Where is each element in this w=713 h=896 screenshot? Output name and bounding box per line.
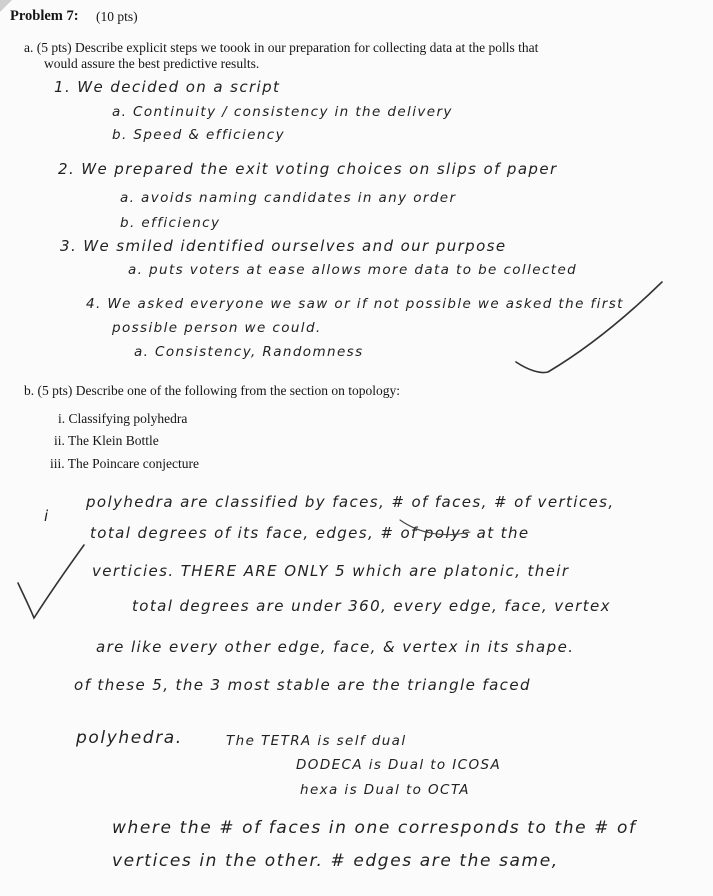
part-a-answer-line: a. avoids naming candidates in any order xyxy=(120,190,457,206)
part-a-answer-line: 2. We prepared the exit voting choices on slips of paper xyxy=(58,160,558,178)
part-a-answer-line: possible person we could. xyxy=(112,320,322,336)
part-b-answer-line: hexa is Dual to OCTA xyxy=(300,782,470,798)
problem-points: (10 pts) xyxy=(96,9,138,24)
part-b-option: i. Classifying polyhedra xyxy=(58,411,188,426)
part-b-answer-line: verticies. THERE ARE ONLY 5 which are platonic, their xyxy=(92,562,570,580)
part-b-prompt: b. (5 pts) Describe one of the following from the section on topology: xyxy=(24,383,401,398)
part-a-answer-line: a. puts voters at ease allows more data to be collected xyxy=(128,262,578,278)
check-mark-part-b xyxy=(18,545,84,618)
check-mark-part-a xyxy=(516,282,662,373)
part-a-answer-line: a. Continuity / consistency in the delivery xyxy=(112,104,453,120)
part-b-answer-line: polyhedra are classified by faces, # of faces, # of vertices, xyxy=(86,493,615,511)
part-b-answer-line: total degrees of its face, edges, # of polys at the xyxy=(90,524,530,542)
part-a-prompt-line1: a. (5 pts) Describe explicit steps we toook in our preparation for collecting data at the polls that xyxy=(24,40,539,55)
part-b-option: ii. The Klein Bottle xyxy=(54,433,159,448)
part-b-answer-line: The TETRA is self dual xyxy=(226,733,407,749)
part-a-prompt-line2: would assure the best predictive results. xyxy=(44,56,260,71)
part-a-answer-line: 4. We asked everyone we saw or if not possible we asked the first xyxy=(86,296,624,312)
part-a-answer-line: b. efficiency xyxy=(120,215,221,231)
part-b-answer-line: vertices in the other. # edges are the same, xyxy=(112,851,559,871)
part-b-answer-line: are like every other edge, face, & vertex in its shape. xyxy=(96,638,575,656)
part-a-answer-line: 1. We decided on a script xyxy=(54,78,281,96)
underline-stroke xyxy=(400,520,470,535)
part-b-answer-marker: i xyxy=(44,507,50,525)
problem-title: Problem 7: xyxy=(10,8,79,24)
part-b-answer-line: where the # of faces in one corresponds to the # of xyxy=(112,818,637,838)
part-b-answer-line: of these 5, the 3 most stable are the triangle faced xyxy=(74,676,531,694)
part-b-answer-line: total degrees are under 360, every edge, face, vertex xyxy=(132,597,611,615)
part-a-answer-line: a. Consistency, Randomness xyxy=(134,344,364,360)
part-a-answer-line: b. Speed & efficiency xyxy=(112,127,285,143)
part-a-answer-line: 3. We smiled identified ourselves and our purpose xyxy=(60,237,507,255)
part-b-answer-line: polyhedra. xyxy=(76,728,183,748)
part-b-answer-line: DODECA is Dual to ICOSA xyxy=(296,757,502,773)
part-b-option: iii. The Poincare conjecture xyxy=(50,456,199,471)
